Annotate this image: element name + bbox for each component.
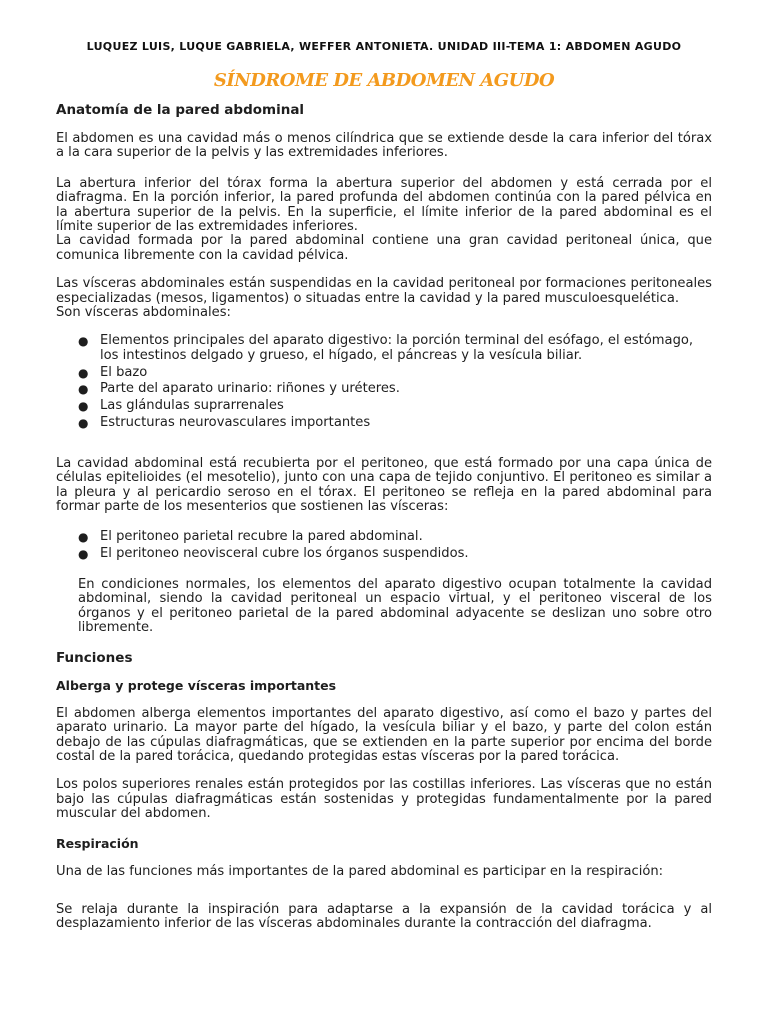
bullet-icon: ● [78, 530, 89, 545]
visceras-list [56, 334, 712, 430]
document-body [56, 102, 712, 932]
list-item: ● El bazo [78, 364, 148, 380]
paragraph: Se relaja durante la inspiración para adaptarse a la expansión de la cavidad torácica y al desplazamiento inferior de las vísceras abdominales durante la contracción del diafragma. [56, 901, 712, 932]
paragraph: La cavidad abdominal está recubierta por el peritoneo, que está formado por una capa única de células epitelioides (el mesotelio), junto con una capa de tejido conjuntivo. El peritoneo es similar a la pleura y al pericardio seroso en el tórax. El peritoneo se refleja en la pared abdominal para formar parte de los mesenterios que sostienen las vísceras: [56, 455, 712, 515]
list-item: ● El peritoneo neovisceral cubre los órganos suspendidos. [78, 546, 469, 562]
paragraph: Una de las funciones más importantes de la pared abdominal es participar en la respiración: [56, 863, 664, 879]
bullet-icon: ● [78, 365, 89, 380]
section-heading-functions: Funciones [56, 649, 133, 666]
document-header: LUQUEZ LUIS, LUQUE GABRIELA, WEFFER ANTONIETA. UNIDAD III-TEMA 1: ABDOMEN AGUDO [86, 40, 682, 53]
bullet-icon: ● [78, 416, 89, 431]
list-item: ● El peritoneo parietal recubre la pared abdominal. [78, 529, 423, 545]
paragraph: Los polos superiores renales están protegidos por las costillas inferiores. Las vísceras que no están bajo las cúpulas diafragmáticas están sostenidas y protegidas fundamentalmente por la pared muscular del abdomen. [56, 777, 712, 822]
paragraph: Las vísceras abdominales están suspendidas en la cavidad peritoneal por formaciones peritoneales especializadas (mesos, ligamentos) o situadas entre la cavidad y la pared musculoesquelética. [56, 276, 712, 306]
section-heading-anatomy: Anatomía de la pared abdominal [56, 102, 305, 118]
subheading-respiration: Respiración [56, 835, 139, 851]
paragraph: En condiciones normales, los elementos del aparato digestivo ocupan totalmente la cavidad abdominal, siendo la cavidad peritoneal un espacio virtual, y el peritoneo visceral de los órganos y el peritoneo parietal de la pared abdominal adyacente se deslizan uno sobre otro libremente. [78, 577, 712, 636]
list-item: ● Elementos principales del aparato digestivo: la porción terminal del esófago, el estómago, los intestinos delgado y grueso, el hígado, el páncreas y la vesícula biliar. [78, 333, 694, 363]
list-item: ● Estructuras neurovasculares importantes [78, 415, 371, 431]
subheading-protection: Alberga y protege vísceras importantes [56, 677, 337, 693]
peritoneo-list [56, 530, 712, 561]
list-item: ● Parte del aparato urinario: riñones y uréteres. [78, 381, 400, 397]
paragraph: Son vísceras abdominales: [56, 305, 231, 321]
paragraph: La abertura inferior del tórax forma la abertura superior del abdomen y está cerrada por el diafragma. En la porción inferior, la pared profunda del abdomen continúa con la pared pélvica en la abertura superior de la pelvis. En la superficie, el límite inferior de la pared abdominal es el límite superior de las extremidades inferiores. [56, 175, 712, 235]
bullet-icon: ● [78, 547, 89, 562]
list-item: ● Las glándulas suprarrenales [78, 398, 284, 414]
paragraph: El abdomen es una cavidad más o menos cilíndrica que se extiende desde la cara inferior del tórax a la cara superior de la pelvis y las extremidades inferiores. [56, 131, 712, 161]
paragraph: El abdomen alberga elementos importantes del aparato digestivo, así como el bazo y partes del aparato urinario. La mayor parte del hígado, la vesícula biliar y el bazo, y parte del colon están debajo de las cúpulas diafragmáticas, que se extienden en la parte superior por encima del borde costal de la pared torácica, quedando protegidas estas vísceras por la pared torácica. [56, 705, 712, 764]
paragraph: La cavidad formada por la pared abdominal contiene una gran cavidad peritoneal única, que comunica libremente con la cavidad pélvica. [56, 233, 712, 263]
bullet-icon: ● [78, 382, 89, 397]
document-title: SÍNDROME DE ABDOMEN AGUDO [213, 70, 555, 91]
bullet-icon: ● [78, 334, 89, 349]
bullet-icon: ● [78, 399, 89, 414]
